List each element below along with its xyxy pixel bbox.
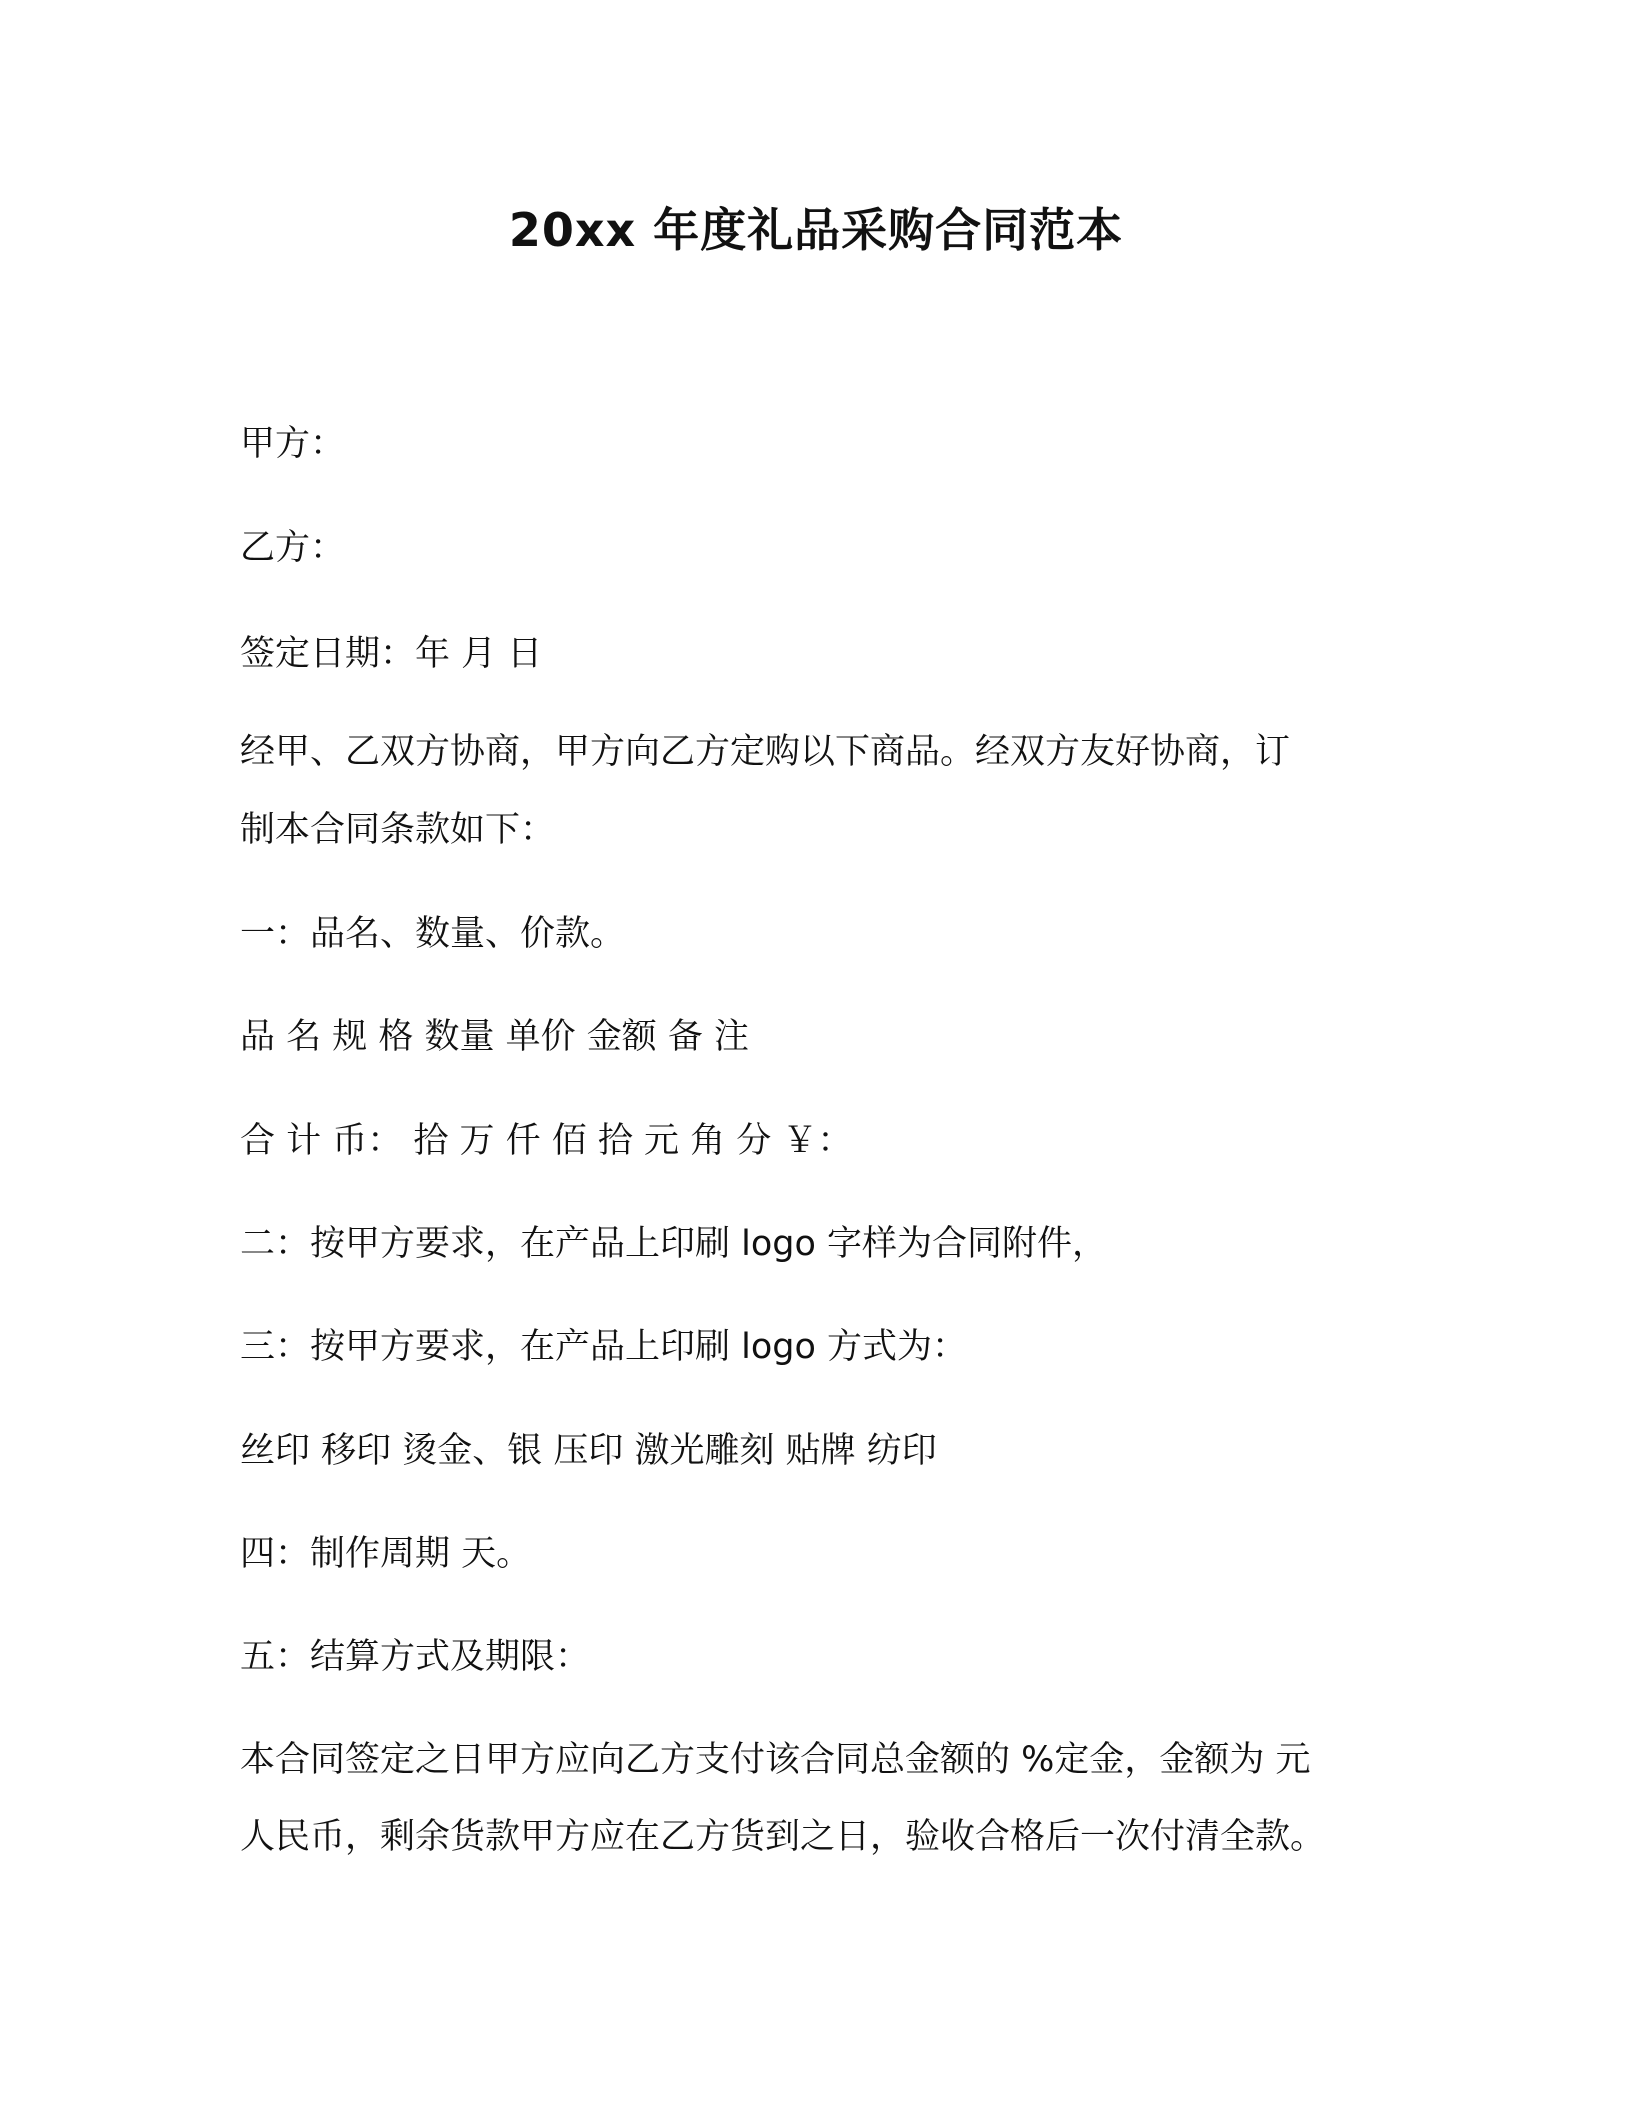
print-methods-line: 丝印 移印 烫金、银 压印 激光雕刻 贴牌 纺印 <box>240 1431 937 1471</box>
party-b-line: 乙方： <box>240 528 346 568</box>
sign-date-line: 签定日期：年 月 日 <box>240 634 543 674</box>
payment-line-1: 本合同签定之日甲方应向乙方支付该合同总金额的 %定金，金额为 元 <box>240 1740 1311 1780</box>
clause-5: 五：结算方式及期限： <box>240 1637 591 1677</box>
intro-line-1: 经甲、乙双方协商，甲方向乙方定购以下商品。经双方友好协商，订 <box>240 732 1291 772</box>
payment-line-2: 人民币，剩余货款甲方应在乙方货到之日，验收合格后一次付清全款。 <box>240 1817 1326 1857</box>
intro-line-2: 制本合同条款如下： <box>240 810 556 850</box>
clause-4: 四：制作周期 天。 <box>240 1534 532 1574</box>
document-title: 20xx 年度礼品采购合同范本 <box>508 203 1124 257</box>
clause-1: 一：品名、数量、价款。 <box>240 914 626 954</box>
party-a-line: 甲方： <box>240 424 346 464</box>
total-line: 合 计 币： 拾 万 仟 佰 拾 元 角 分 ￥： <box>240 1121 853 1161</box>
clause-2: 二：按甲方要求，在产品上印刷 logo 字样为合同附件， <box>240 1224 1108 1264</box>
table-header-line: 品 名 规 格 数量 单价 金额 备 注 <box>240 1017 750 1057</box>
clause-3: 三：按甲方要求，在产品上印刷 logo 方式为： <box>240 1327 968 1367</box>
